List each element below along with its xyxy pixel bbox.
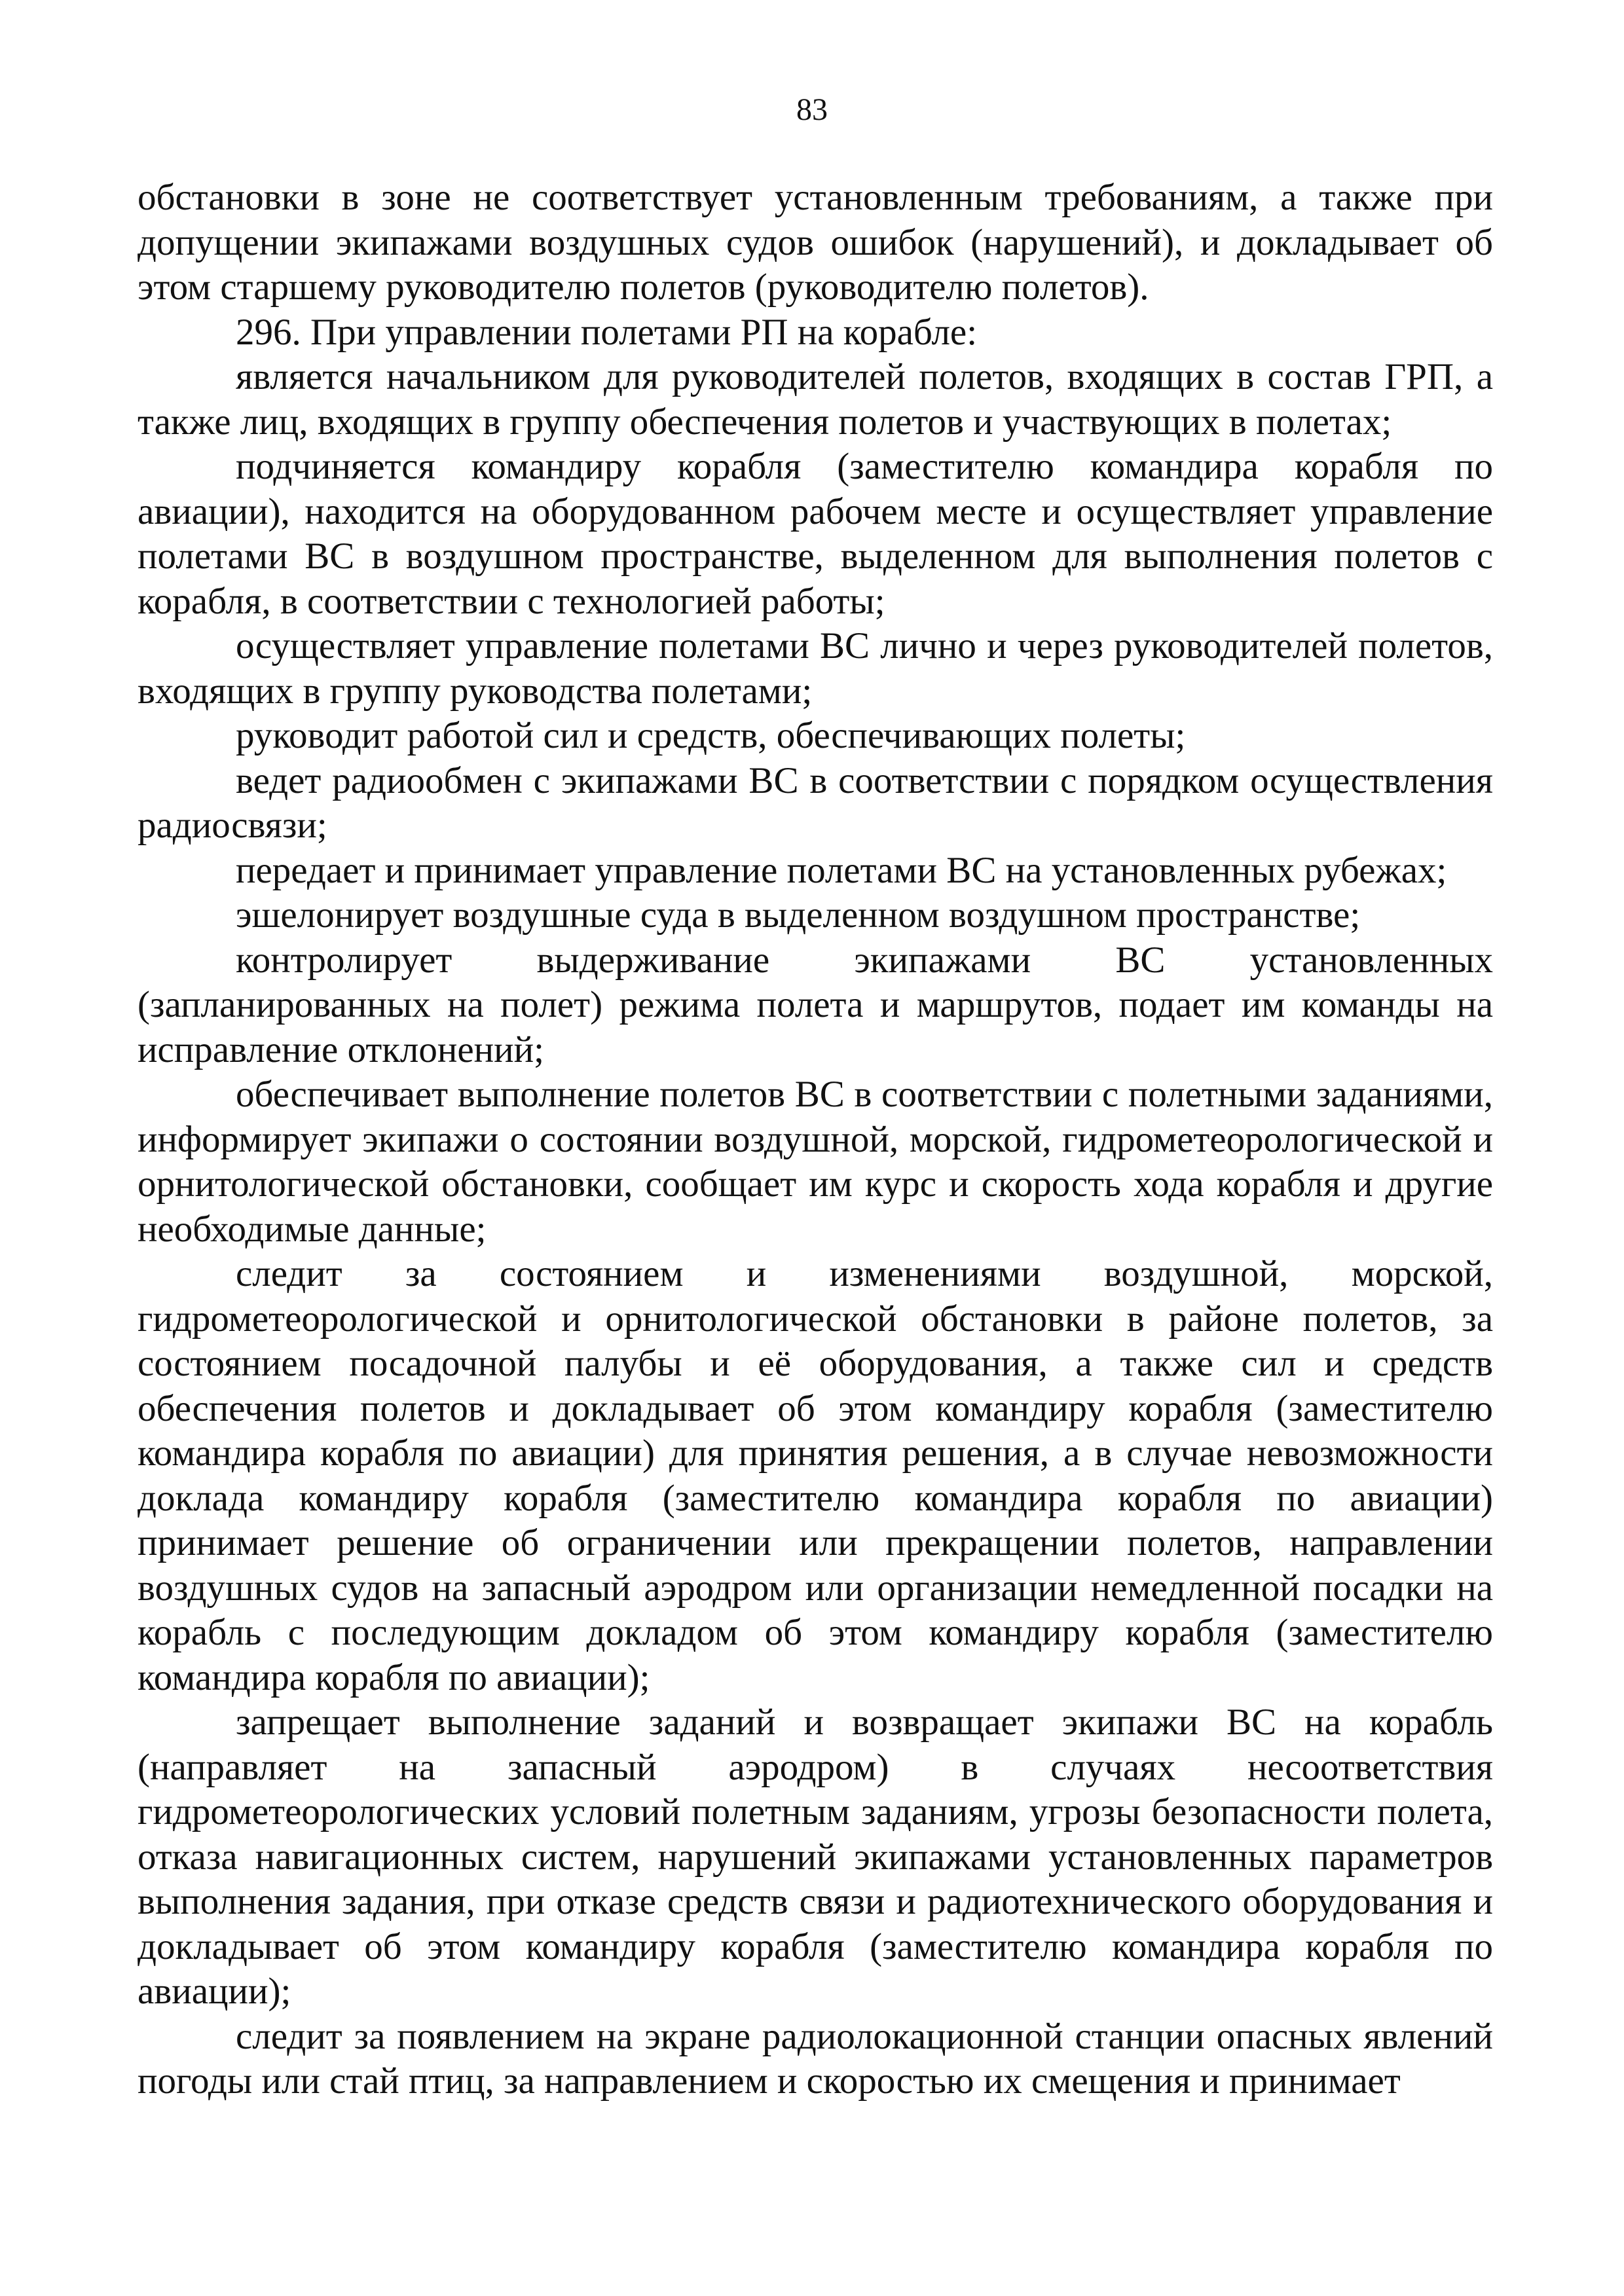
paragraph: передает и принимает управление полетами ВС на установленных рубежах; xyxy=(236,849,1447,891)
paragraph: подчиняется командиру корабля (заместителю командира корабля по авиации), находится на оборудованном рабочем месте и осуществляет управление полетами ВС в воздушном пространстве, выделенном для выполнения полетов с корабля, в соответствии с технологией работы; xyxy=(138,446,1493,622)
paragraph: контролирует выдерживание экипажами ВС установленных (запланированных на полет) режима полета и маршрутов, подает им команды на исправление отклонений; xyxy=(138,939,1493,1070)
paragraph: запрещает выполнение заданий и возвращает экипажи ВС на корабль (направляет на запасный аэродром) в случаях несоответствия гидрометеорологических условий полетным заданиям, угрозы безопасности полета, отказа навигационных систем, нарушений экипажами установленных параметров выполнения задания, при отказе средств связи и радиотехнического оборудования и докладывает об этом командиру корабля (заместителю командира корабля по авиации); xyxy=(138,1702,1493,2012)
paragraph: ведет радиообмен с экипажами ВС в соответствии с порядком осуществления радиосвязи; xyxy=(138,759,1493,846)
body-text xyxy=(138,175,1493,2104)
paragraph: следит за состоянием и изменениями воздушной, морской, гидрометеорологической и орнитологической обстановки в районе полетов, за состоянием посадочной палубы и её оборудования, а также сил и средств обеспечения полетов и докладывает об этом командиру корабля (заместителю командира корабля по авиации) для принятия решения, а в случае невозможности доклада командиру корабля (заместителю командира корабля по авиации) принимает решение об ограничении или прекращении полетов, направлении воздушных судов на запасный аэродром или организации немедленной посадки на корабль с последующим докладом об этом командиру корабля (заместителю командира корабля по авиации); xyxy=(138,1253,1493,1698)
paragraph-section-296: 296. При управлении полетами РП на корабле: xyxy=(236,311,978,353)
paragraph: эшелонирует воздушные суда в выделенном воздушном пространстве; xyxy=(236,894,1361,936)
paragraph-continuation: обстановки в зоне не соответствует установленным требованиям, а также при допущении экипажами воздушных судов ошибок (нарушений), и докладывает об этом старшему руководителю полетов (руководителю полетов). xyxy=(138,177,1493,308)
paragraph: является начальником для руководителей полетов, входящих в состав ГРП, а также лиц, входящих в группу обеспечения полетов и участвующих в полетах; xyxy=(138,356,1493,443)
page-number: 83 xyxy=(796,92,828,127)
paragraph: осуществляет управление полетами ВС лично и через руководителей полетов, входящих в группу руководства полетами; xyxy=(138,625,1493,712)
paragraph: следит за появлением на экране радиолокационной станции опасных явлений погоды или стай птиц, за направлением и скоростью их смещения и принимает xyxy=(138,2015,1493,2102)
paragraph: обеспечивает выполнение полетов ВС в соответствии с полетными заданиями, информирует экипажи о состоянии воздушной, морской, гидрометеорологической и орнитологической обстановки, сообщает им курс и скорость хода корабля и другие необходимые данные; xyxy=(138,1074,1493,1250)
paragraph: руководит работой сил и средств, обеспечивающих полеты; xyxy=(236,715,1186,756)
